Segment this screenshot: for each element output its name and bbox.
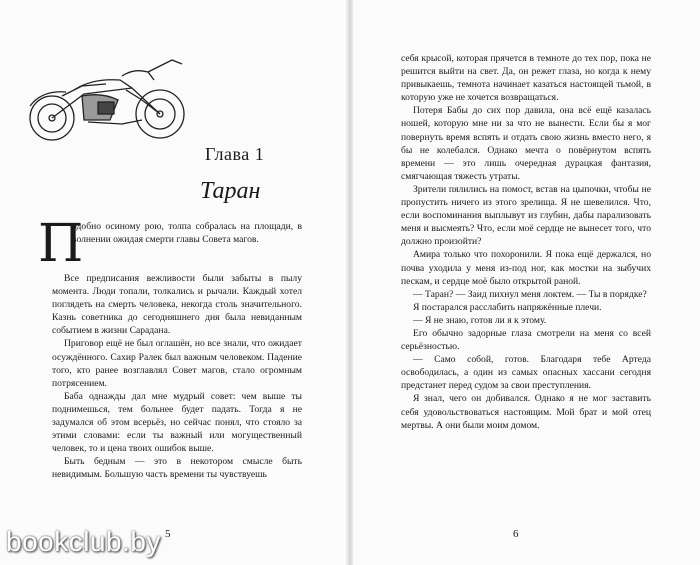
paragraph: — Само собой, готов. Благодаря тебе Артеда освободилась, а один из самых опасных хассани сегодня предстанет перед судом за свои преступления. bbox=[401, 354, 651, 392]
paragraph: Потеря Бабы до сих пор давила, она всё ещё казалась ношей, которую мне ни за что не вынести. Если бы я мог повернуть время вспять и отдать свою жизнь вместо него, я бы не колебался. Однако мечта о повёрнутом вспять времени — это лишь очередная дурацкая фантазия, смягчающая тяжесть утраты. bbox=[401, 105, 651, 182]
paragraph: Я постарался расслабить напряжённые плечи. bbox=[413, 301, 602, 313]
left-page bbox=[0, 0, 347, 565]
chapter-title: Таран bbox=[200, 178, 261, 204]
paragraph: Быть бедным — это в некотором смысле быть невидимым. Большую часть времени ты чувствуешь bbox=[52, 456, 302, 481]
page-number-right: 6 bbox=[513, 528, 519, 540]
paragraph: Все предписания вежливости были забыты в пылу момента. Люди топали, толкались и рычали. Каждый хотел поглядеть на смерть человека, некогда столь значительного. Казнь советника до сегодняшнего дня была невиданным событием в жизни Сарадана. bbox=[52, 273, 302, 337]
paragraph: Зрители пялились на помост, встав на цыпочки, чтобы не пропустить ничего из этого зрелища. Я не шевелился. Что, если воспоминания выплывут из глубин, дабы парализовать меня и высмеять? Что, если моё сердце не вынесет того, что должно произойти? bbox=[401, 183, 651, 248]
paragraph: одобно осиному рою, толпа собралась на площади, в волнении ожидая смерти главы Совета магов. bbox=[72, 221, 302, 246]
paragraph: Приговор ещё не был оглашён, но все знали, что ожидает осуждённого. Сахир Ралек был важным человеком. Падение того, кто ранее возглавлял Совет магов, стало огромным потрясением. bbox=[52, 338, 302, 389]
paragraph: Амира только что похоронили. Я пока ещё держался, но почва уходила у меня из-под ног, как мостки на зыбучих пескам, и сердце моё было открытой раной. bbox=[401, 249, 651, 287]
paragraph: — Я не знаю, готов ли я к этому. bbox=[413, 314, 547, 326]
paragraph: Я знал, чего он добивался. Однако я не мог заставить себя удовольствоваться настоящим. Мой брат и мой отец мертвы. А они были моим домом. bbox=[401, 393, 651, 431]
paragraph: себя крысой, которая прячется в темноте до тех пор, пока не решится выйти на свет. Да, он режет глаза, но когда к нему привыкаешь, темнота начинает казаться настоящей тьмой, в которую уже не хочется возвращаться. bbox=[401, 53, 651, 104]
paragraph: Его обычно задорные глаза смотрели на меня со всей серьёзностью. bbox=[401, 327, 651, 353]
watermark-logo: bookclub.by bbox=[6, 526, 161, 557]
motorcycle-illustration bbox=[22, 50, 192, 150]
right-page-body bbox=[401, 52, 651, 432]
drop-cap: П bbox=[38, 214, 84, 274]
first-paragraph bbox=[72, 220, 302, 246]
left-page-body bbox=[52, 272, 302, 482]
paragraph: — Таран? — Заид пихнул меня локтем. — Ты в порядке? bbox=[413, 288, 647, 300]
chapter-label: Глава 1 bbox=[205, 144, 265, 164]
right-page bbox=[353, 0, 700, 565]
page-number-left: 5 bbox=[165, 528, 171, 540]
paragraph: Баба однажды дал мне мудрый совет: чем выше ты поднимешься, тем больнее будет падать. Тогда я не задумался об этом всерьёз, но сейчас понял, что стояло за этими словами: если ты важный или могущественный человек, то и цена твоих ошибок выше. bbox=[52, 390, 302, 455]
